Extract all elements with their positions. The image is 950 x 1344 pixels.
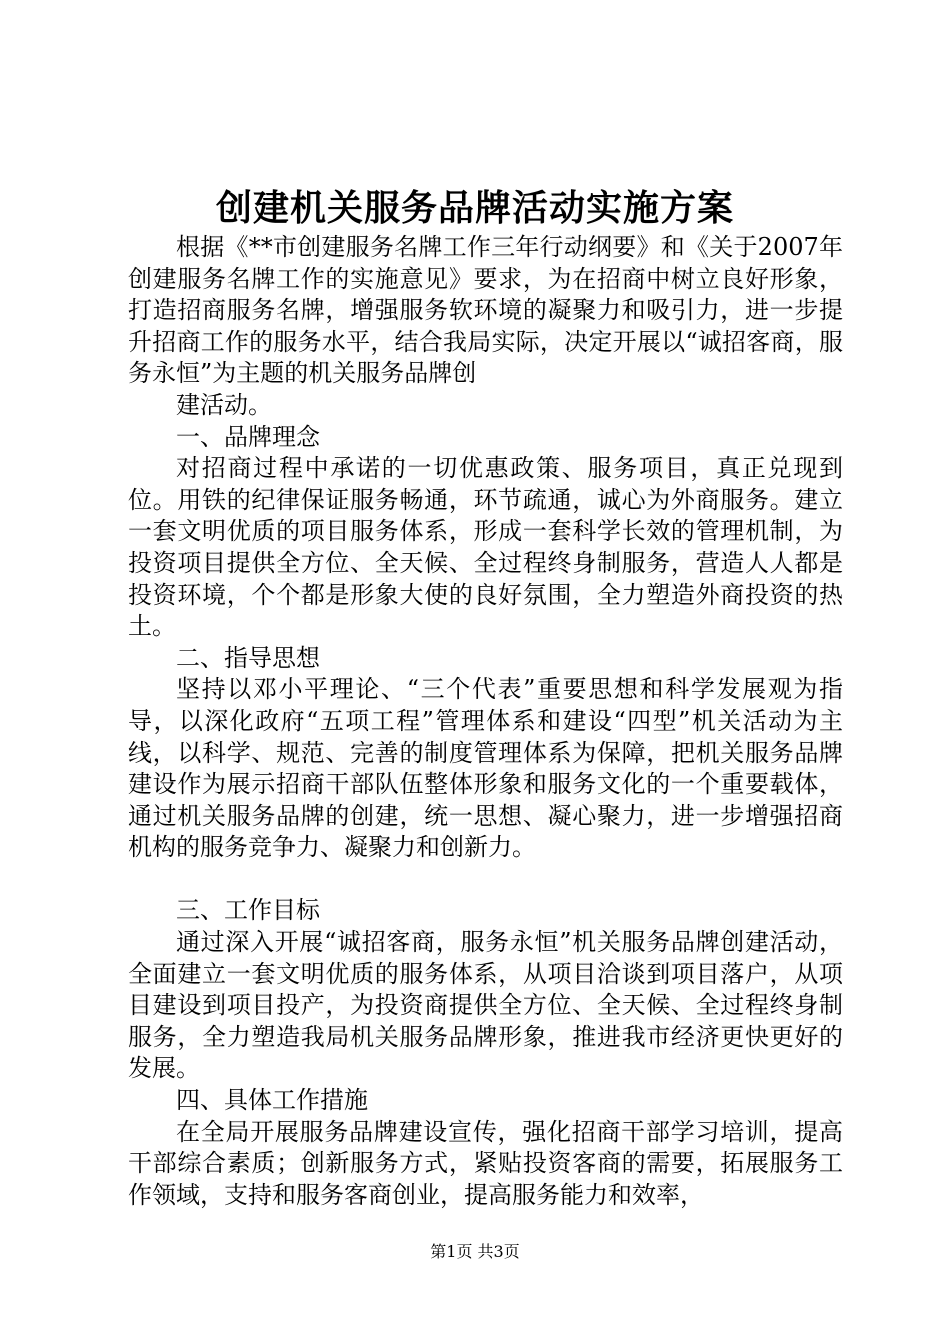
intro-continuation: 建活动。 xyxy=(176,390,272,419)
section-paragraph-3: 通过深入开展“诚招客商，服务永恒”机关服务品牌创建活动，全面建立一套文明优质的服务体系，从项目洽谈到项目落户，从项目建设到项目投产，为投资商提供全方位、全天候、全过程终身制服务，全力塑造我局机关服务品牌形象，推进我市经济更快更好的发展。 xyxy=(128,928,843,1083)
section-paragraph-4: 在全局开展服务品牌建设宣传，强化招商干部学习培训，提高干部综合素质；创新服务方式，紧贴投资客商的需要，拓展服务工作领域，支持和服务客商创业，提高服务能力和效率， xyxy=(128,1117,843,1209)
page-footer: 第1页 共3页 xyxy=(430,1242,520,1261)
blank-line xyxy=(128,864,843,896)
section-paragraph-2: 坚持以邓小平理论、“三个代表”重要思想和科学发展观为指导，以深化政府“五项工程”管理体系和建设“四型”机关活动为主线，以科学、规范、完善的制度管理体系为保障，把机关服务品牌建设作为展示招商干部队伍整体形象和服务文化的一个重要载体，通过机关服务品牌的创建，统一思想、凝心聚力，进一步增强招商机构的服务竞争力、凝聚力和创新力。 xyxy=(128,675,843,862)
section-heading-3: 三、工作目标 xyxy=(176,896,320,925)
section-heading-4: 四、具体工作措施 xyxy=(176,1086,368,1115)
document-body xyxy=(128,232,843,1211)
intro-paragraph: 根据《**市创建服务名牌工作三年行动纲要》和《关于2007年创建服务名牌工作的实施意见》要求，为在招商中树立良好形象，打造招商服务名牌，增强服务软环境的凝聚力和吸引力，进一步提升招商工作的服务水平，结合我局实际，决定开展以“诚招客商，服务永恒”为主题的机关服务品牌创 xyxy=(128,233,843,388)
section-paragraph-1: 对招商过程中承诺的一切优惠政策、服务项目，真正兑现到位。用铁的纪律保证服务畅通，环节疏通，诚心为外商服务。建立一套文明优质的项目服务体系，形成一套科学长效的管理机制，为投资项目提供全方位、全天候、全过程终身制服务，营造人人都是投资环境，个个都是形象大使的良好氛围，全力塑造外商投资的热土。 xyxy=(128,454,843,641)
section-heading-1: 一、品牌理念 xyxy=(176,422,320,451)
section-heading-2: 二、指导思想 xyxy=(176,643,320,672)
document-title: 创建机关服务品牌活动实施方案 xyxy=(215,187,734,229)
